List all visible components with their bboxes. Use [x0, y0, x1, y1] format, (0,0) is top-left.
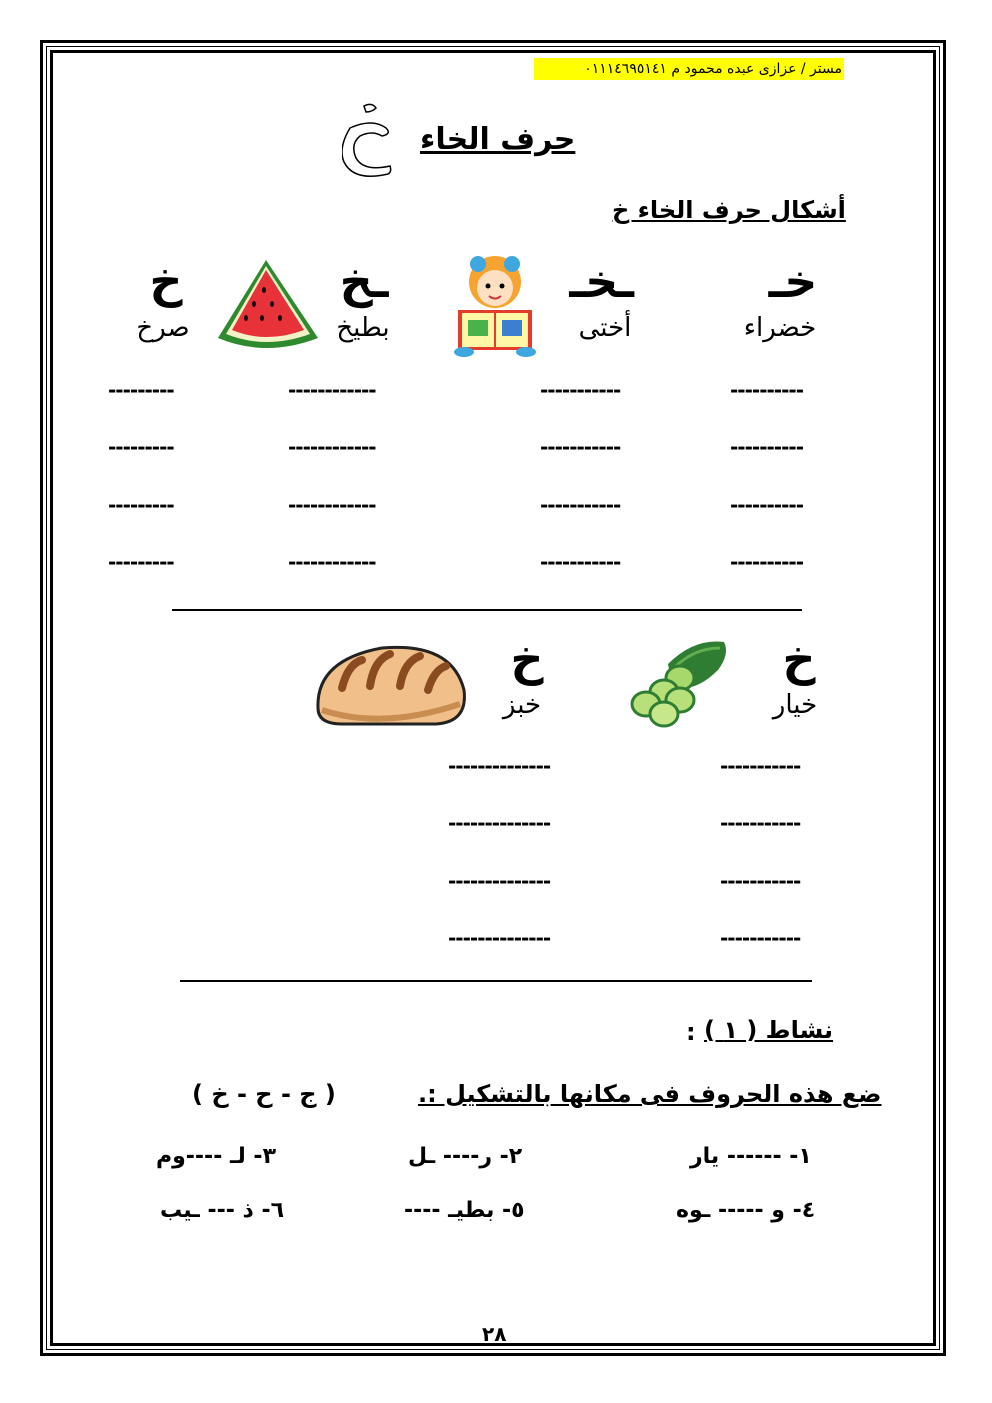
practice-line[interactable]: --------------: [448, 926, 551, 950]
letter-kha: خ: [510, 632, 544, 686]
girl-reading-book-image: [448, 250, 542, 358]
practice-line[interactable]: ----------: [730, 378, 804, 402]
practice-line[interactable]: ----------: [730, 435, 804, 459]
exercise-item: ١- ------ يار: [690, 1144, 812, 1169]
shapes-heading: أشكال حرف الخاء خ: [612, 196, 846, 224]
letter-form-medial: ـخـ: [569, 254, 634, 308]
practice-line[interactable]: --------------: [448, 754, 551, 778]
practice-line[interactable]: ---------: [108, 493, 174, 517]
practice-line[interactable]: ----------: [730, 550, 804, 574]
exercise-item: ٤- و ----- ـوه: [676, 1198, 816, 1223]
practice-line[interactable]: -----------: [540, 435, 621, 459]
section-divider: [172, 609, 802, 611]
letter-kha: خ: [782, 632, 816, 686]
practice-line[interactable]: --------------: [448, 869, 551, 893]
author-banner: مستر / عزازى عبده محمود م ٠١١١٤٦٩٥١٤١: [534, 58, 844, 80]
exercise-item: ٥- بطيـ ----: [404, 1198, 525, 1223]
practice-line[interactable]: --------------: [448, 811, 551, 835]
practice-line[interactable]: ------------: [288, 378, 376, 402]
word-khiyar: خيار: [772, 690, 818, 720]
activity-instruction: ضع هذه الحروف فى مكانها بالتشكيل :.: [418, 1080, 882, 1108]
practice-line[interactable]: -----------: [540, 493, 621, 517]
watermelon-slice-image: [214, 254, 322, 354]
practice-line[interactable]: ------------: [288, 435, 376, 459]
letter-form-isolated: خ: [149, 254, 183, 308]
practice-line[interactable]: ---------: [108, 550, 174, 574]
exercise-item: ٦- ذ --- ـيب: [160, 1198, 285, 1223]
activity-letters: ( ج - ح - خ ): [192, 1080, 336, 1108]
outlined-letter-kha-icon: [342, 98, 404, 178]
practice-line[interactable]: -----------: [540, 378, 621, 402]
cucumber-slices-image: [624, 634, 730, 730]
page-number: ٢٨: [482, 1322, 507, 1346]
section-divider: [180, 980, 812, 982]
word-khubz: خبز: [502, 690, 542, 720]
practice-line[interactable]: ----------: [730, 493, 804, 517]
activity-colon: :: [686, 1018, 696, 1046]
practice-line[interactable]: ------------: [288, 493, 376, 517]
word-sarakha: صرخ: [136, 313, 190, 343]
page-title: حرف الخاء: [420, 122, 576, 157]
letter-form-initial: خـ: [768, 254, 818, 308]
exercise-item: ٢- ر---- ـل: [408, 1144, 523, 1169]
practice-line[interactable]: -----------: [720, 754, 801, 778]
word-ukhti: أختى: [578, 313, 632, 343]
exercise-item: ٣- لـ ----وم: [156, 1144, 276, 1169]
practice-line[interactable]: ---------: [108, 435, 174, 459]
practice-line[interactable]: -----------: [720, 926, 801, 950]
activity-title: نشاط ( ١ ): [704, 1016, 834, 1044]
practice-line[interactable]: -----------: [540, 550, 621, 574]
word-khadraa: خضراء: [743, 313, 817, 343]
practice-line[interactable]: ------------: [288, 550, 376, 574]
practice-line[interactable]: ---------: [108, 378, 174, 402]
bread-loaf-image: [312, 638, 468, 730]
practice-line[interactable]: -----------: [720, 869, 801, 893]
word-batikh: بطيخ: [336, 313, 390, 343]
letter-form-final-connected: ـخ: [339, 254, 389, 308]
practice-line[interactable]: -----------: [720, 811, 801, 835]
